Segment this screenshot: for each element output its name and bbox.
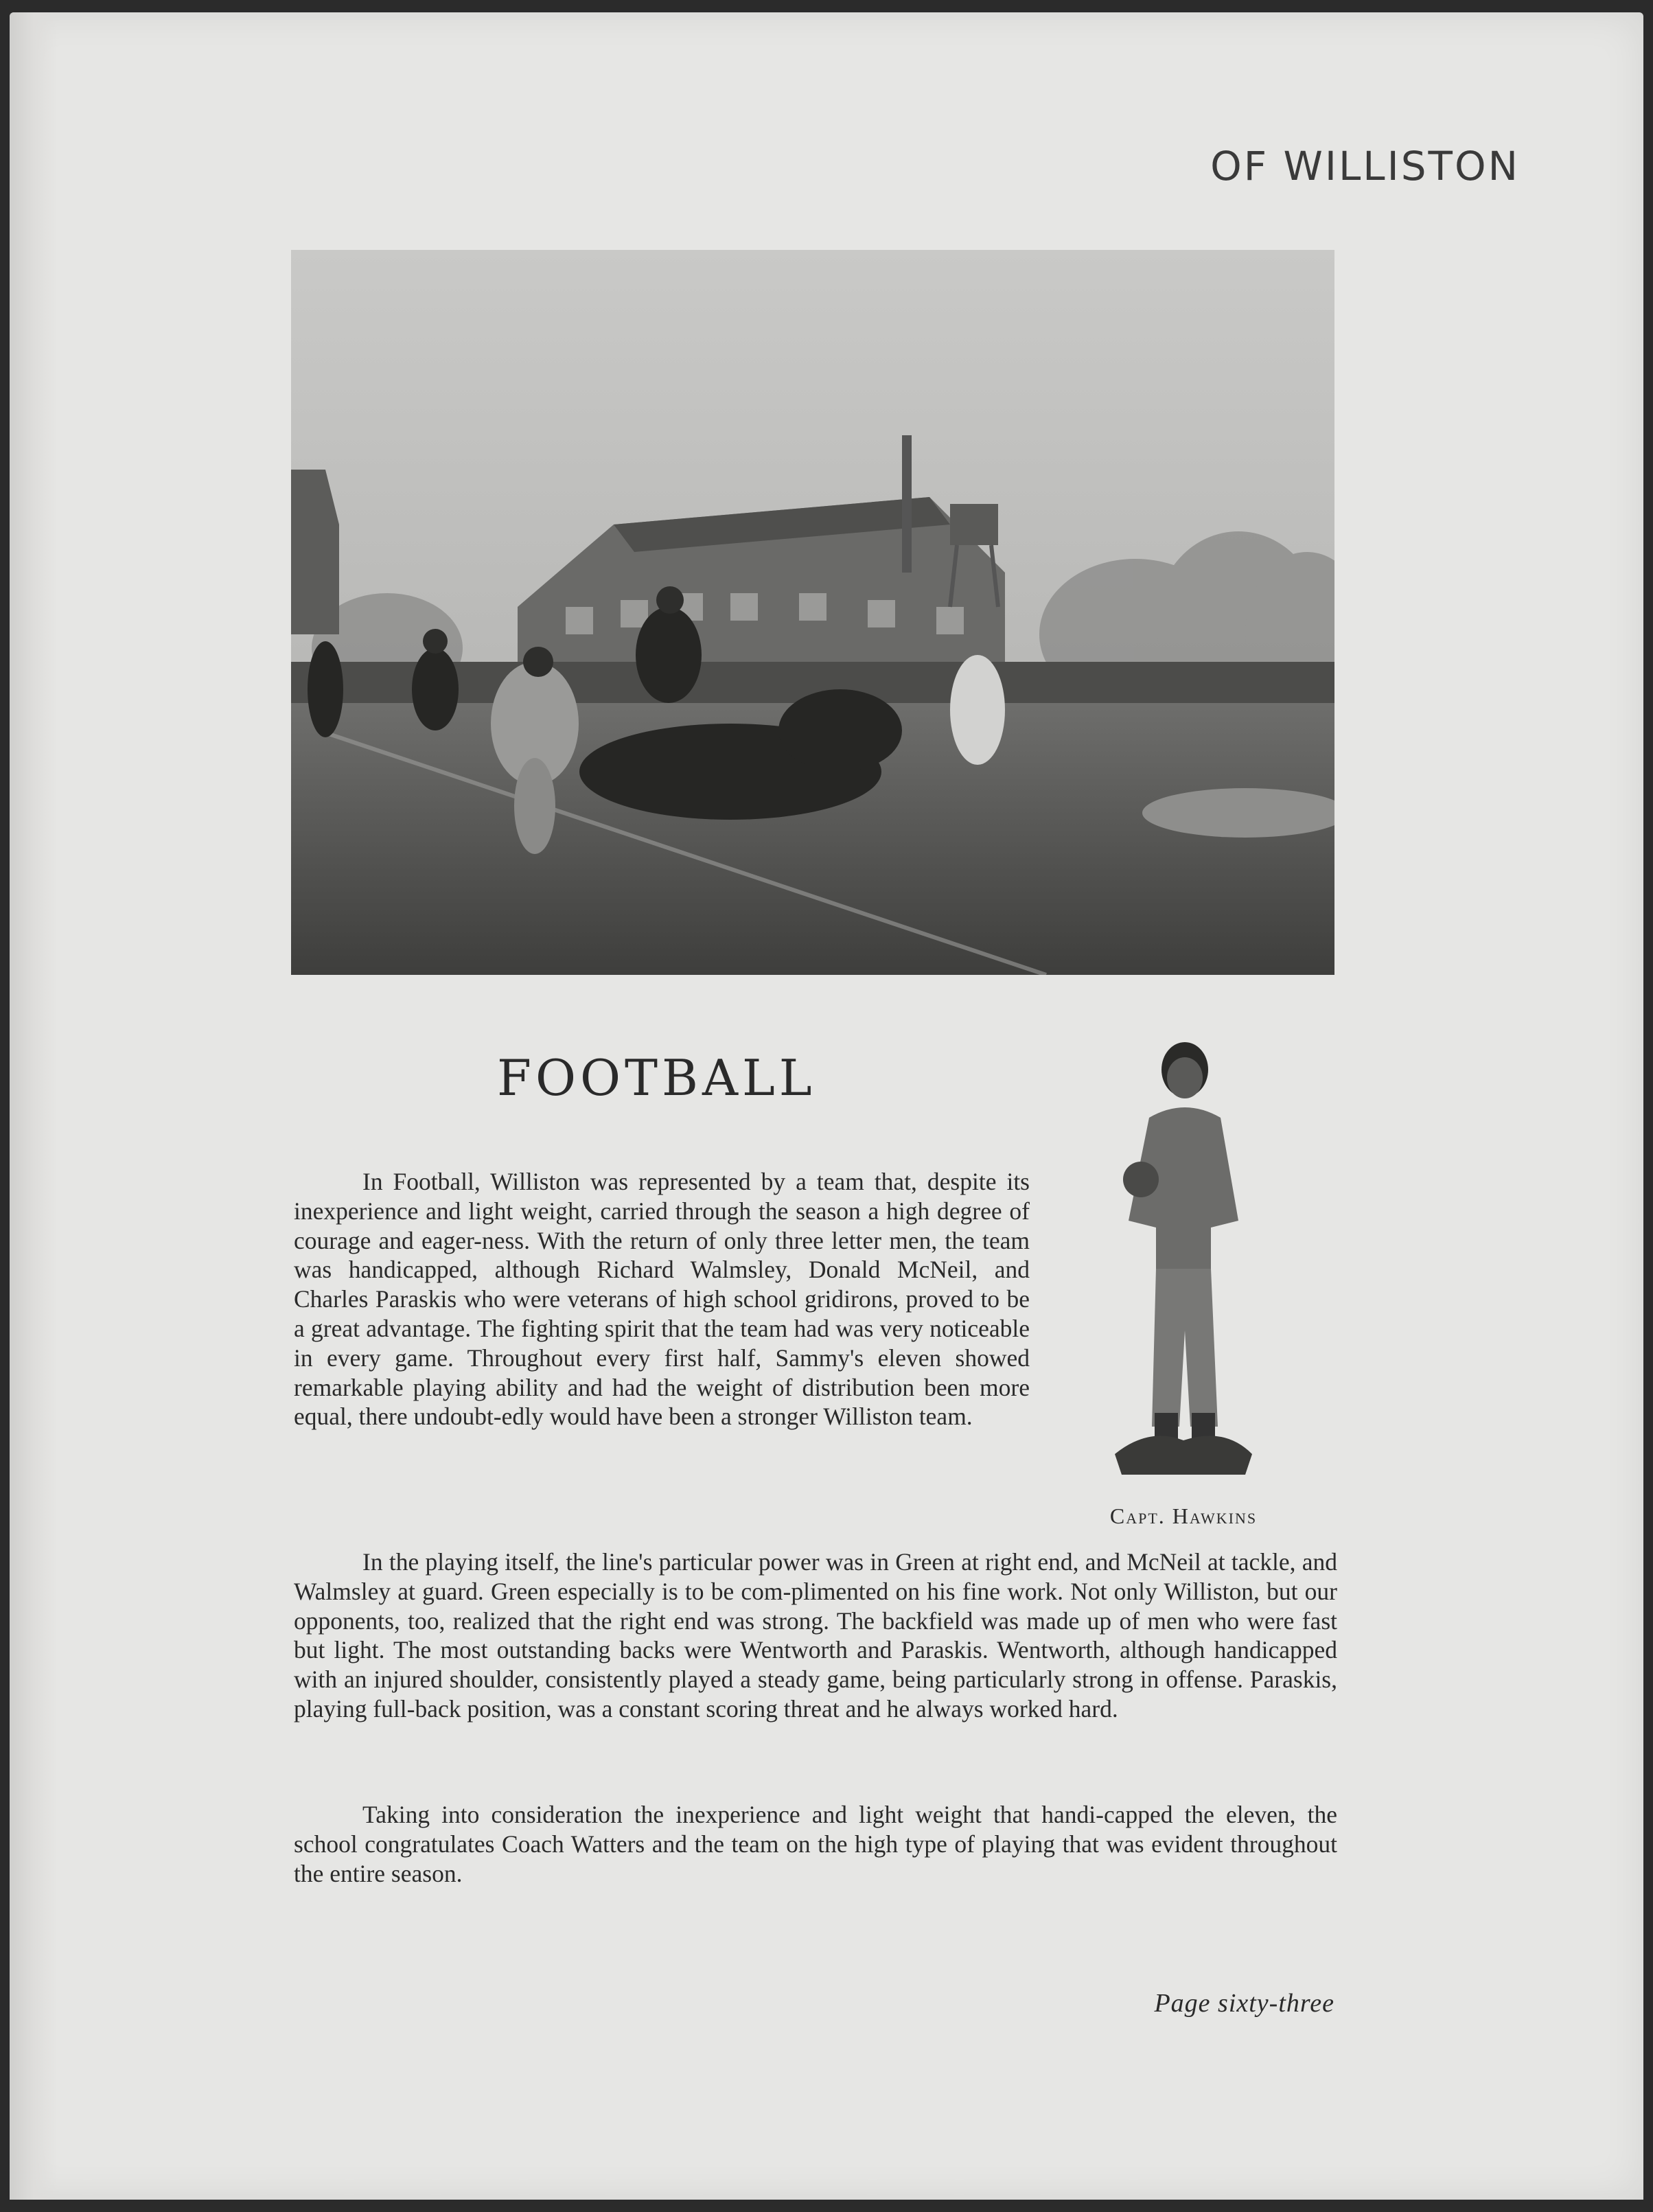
captain-portrait xyxy=(1108,1042,1259,1475)
paragraph-text: In Football, Williston was represented by a team that, despite its inexperience and light weight, carried through the season a high degree of courage and eager-ness. With the return of only three letter men, the team was handicapped, although Richard Walmsley, Donald McNeil, and Charles Paraskis who were veterans of high school gridirons, proved to be a great advantage. The fighting spirit that the team had was very noticeable in every game. Throughout every first half, Sammy's eleven showed remarkable playing ability and had the weight of distribution been more equal, there undoubt-edly would have been a stronger Williston team. xyxy=(294,1168,1030,1431)
football-game-photo xyxy=(291,250,1334,975)
page-binding-shadow xyxy=(10,12,58,2200)
article-paragraph-3 xyxy=(294,1800,1337,1888)
page-number: Page sixty-three xyxy=(1154,1989,1334,2018)
article-paragraph-2 xyxy=(294,1547,1337,1724)
paragraph-text: In the playing itself, the line's particular power was in Green at right end, and McNeil at tackle, and Walmsley at guard. Green especially is to be com-plimented on his fine work. Not only Williston, but our opponents, too, realized that the right end was strong. The backfield was made up of men who were fast but light. The most outstanding backs were Wentworth and Paraskis. Wentworth, although handicapped with an injured shoulder, consistently played a steady game, being particularly strong in offense. Paraskis, playing full-back position, was a constant scoring threat and he always worked hard. xyxy=(294,1548,1337,1723)
running-header: OF WILLISTON xyxy=(1210,143,1520,189)
yearbook-page xyxy=(10,12,1643,2200)
captain-caption: Capt. Hawkins xyxy=(1109,1504,1258,1528)
paragraph-text: Taking into consideration the inexperience and light weight that handi-capped the eleven, the school congratulates Coach Watters and the team on the high type of playing that was evident throughout the entire season. xyxy=(294,1801,1337,1887)
article-title: FOOTBALL xyxy=(497,1049,816,1107)
article-paragraph-1 xyxy=(294,1167,1030,1431)
